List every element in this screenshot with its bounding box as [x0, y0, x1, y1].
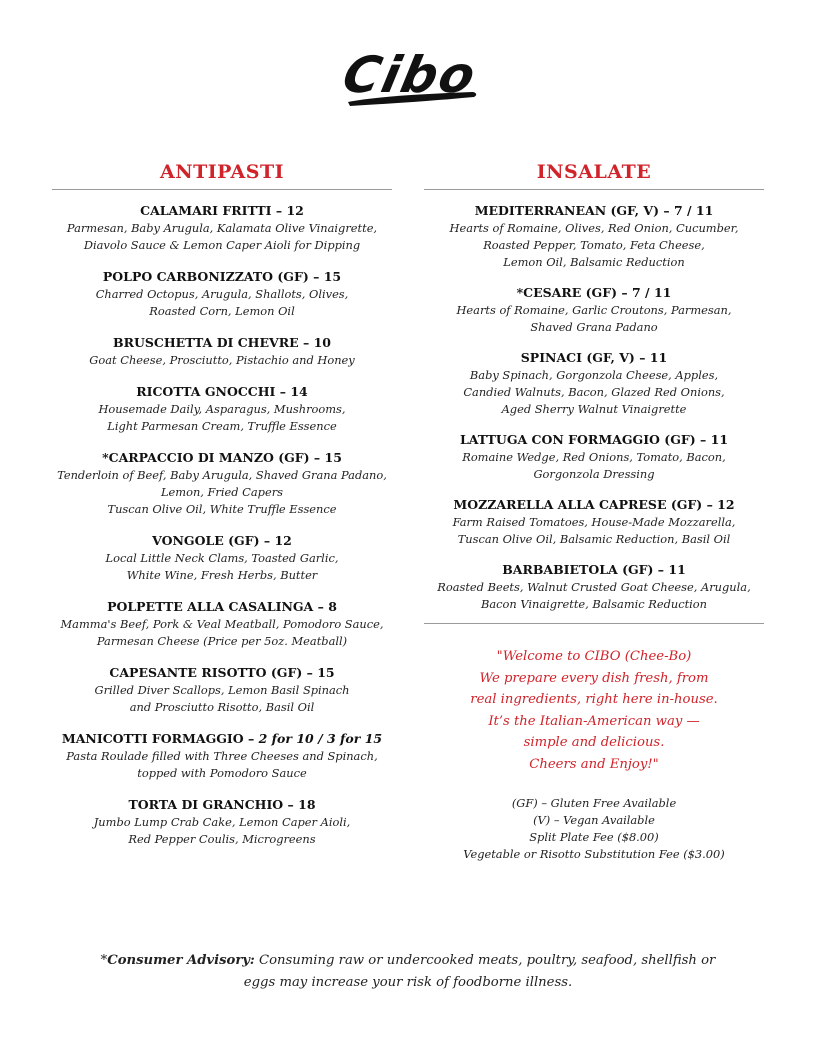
- menu-item: [52, 334, 392, 369]
- menu-item-description: Local Little Neck Clams, Toasted Garlic, White Wine, Fresh Herbs, Butter: [105, 551, 339, 582]
- menu-item-title: POLPO CARBONIZZATO (GF) – 15: [102, 269, 342, 284]
- menu-item-description: Charred Octopus, Arugula, Shallots, Olives, Roasted Corn, Lemon Oil: [95, 287, 349, 318]
- menu-item: [52, 383, 392, 435]
- antipasti-section: [52, 158, 392, 848]
- note-substitution: Vegetable or Risotto Substitution Fee ($3.00): [463, 847, 725, 861]
- menu-item-description: Jumbo Lump Crab Cake, Lemon Caper Aioli, Red Pepper Coulis, Microgreens: [93, 815, 351, 846]
- menu-item: [52, 664, 392, 716]
- consumer-advisory: *Consumer Advisory: Consuming raw or undercooked meats, poultry, seafood, shellfish or eggs may increase your risk of foodborne illness.: [100, 953, 716, 990]
- menu-item-description: Hearts of Romaine, Garlic Croutons, Parmesan, Shaved Grana Padano: [456, 303, 732, 334]
- menu-item-description: Pasta Roulade filled with Three Cheeses and Spinach, topped with Pomodoro Sauce: [66, 749, 378, 780]
- menu-item: [52, 532, 392, 584]
- menu-item: [424, 202, 764, 271]
- insalate-section: [424, 158, 764, 863]
- menu-notes: [424, 795, 764, 863]
- menu-item-title: BRUSCHETTA DI CHEVRE – 10: [113, 335, 331, 350]
- menu-item: [52, 730, 392, 782]
- welcome-message: "Welcome to CIBO (Chee-Bo) We prepare every dish fresh, from real ingredients, right here in-house. It’s the Italian-American way — simple and delicious. Cheers and Enjoy!": [470, 649, 718, 772]
- menu-item-title: SPINACI (GF, V) – 11: [520, 350, 668, 365]
- menu-item: [52, 449, 392, 518]
- note-vegan: (V) – Vegan Available: [533, 813, 655, 827]
- restaurant-logo: [330, 44, 490, 118]
- section-divider: [424, 623, 764, 624]
- menu-item-description: Hearts of Romaine, Olives, Red Onion, Cucumber, Roasted Pepper, Tomato, Feta Cheese, Lemon Oil, Balsamic Reduction: [449, 221, 739, 269]
- menu-item-title: RICOTTA GNOCCHI – 14: [136, 384, 308, 399]
- menu-item: [424, 284, 764, 336]
- menu-item-title: BARBABIETOLA (GF) – 11: [502, 562, 686, 577]
- menu-item-title: MANICOTTI FORMAGGIO – 2 for 10 / 3 for 15: [61, 731, 383, 746]
- menu-item-title: *CARPACCIO DI MANZO (GF) – 15: [102, 450, 342, 465]
- menu-item-description: Baby Spinach, Gorgonzola Cheese, Apples, Candied Walnuts, Bacon, Glazed Red Onions, Aged Sherry Walnut Vinaigrette: [463, 368, 725, 416]
- menu-item: [424, 431, 764, 483]
- menu-item: [424, 496, 764, 548]
- menu-item: [424, 561, 764, 613]
- menu-item-price: 2 for 10 / 3 for 15: [258, 731, 383, 746]
- insalate-heading: INSALATE: [424, 158, 764, 190]
- menu-item-title: LATTUGA CON FORMAGGIO (GF) – 11: [459, 432, 729, 447]
- menu-item-title: MOZZARELLA ALLA CAPRESE (GF) – 12: [453, 497, 735, 512]
- note-gluten-free: (GF) – Gluten Free Available: [511, 796, 677, 810]
- menu-item-description: Tenderloin of Beef, Baby Arugula, Shaved Grana Padano, Lemon, Fried Capers Tuscan Olive Oil, White Truffle Essence: [57, 468, 387, 516]
- menu-item: [52, 796, 392, 848]
- logo-text: Cibo: [337, 46, 483, 104]
- note-split-plate: Split Plate Fee ($8.00): [529, 830, 659, 844]
- menu-item-description: Parmesan, Baby Arugula, Kalamata Olive Vinaigrette, Diavolo Sauce & Lemon Caper Aioli for Dipping: [66, 221, 378, 252]
- menu-item-title: *CESARE (GF) – 7 / 11: [516, 285, 672, 300]
- menu-item: [52, 202, 392, 254]
- menu-item: [52, 268, 392, 320]
- menu-item-description: Grilled Diver Scallops, Lemon Basil Spinach and Prosciutto Risotto, Basil Oil: [94, 683, 350, 714]
- menu-item-title: MEDITERRANEAN (GF, V) – 7 / 11: [474, 203, 714, 218]
- menu-item-description: Farm Raised Tomatoes, House-Made Mozzarella, Tuscan Olive Oil, Balsamic Reduction, Basil Oil: [452, 515, 736, 546]
- menu-item-title: CAPESANTE RISOTTO (GF) – 15: [109, 665, 335, 680]
- advisory-label: Consumer Advisory:: [107, 953, 255, 968]
- antipasti-heading: ANTIPASTI: [52, 158, 392, 190]
- menu-item-title: POLPETTE ALLA CASALINGA – 8: [107, 599, 337, 614]
- menu-item-description: Goat Cheese, Prosciutto, Pistachio and Honey: [89, 353, 355, 367]
- menu-item-description: Mamma's Beef, Pork & Veal Meatball, Pomodoro Sauce, Parmesan Cheese (Price per 5oz. Meatball): [60, 617, 384, 648]
- menu-item-description: Housemade Daily, Asparagus, Mushrooms, Light Parmesan Cream, Truffle Essence: [98, 402, 346, 433]
- menu-item-title: TORTA DI GRANCHIO – 18: [128, 797, 316, 812]
- menu-item: [52, 598, 392, 650]
- menu-item-description: Romaine Wedge, Red Onions, Tomato, Bacon, Gorgonzola Dressing: [462, 450, 726, 481]
- menu-item: [424, 349, 764, 418]
- menu-item-title: CALAMARI FRITTI – 12: [140, 203, 304, 218]
- menu-item-title: VONGOLE (GF) – 12: [152, 533, 292, 548]
- menu-item-description: Roasted Beets, Walnut Crusted Goat Cheese, Arugula, Bacon Vinaigrette, Balsamic Reduction: [437, 580, 751, 611]
